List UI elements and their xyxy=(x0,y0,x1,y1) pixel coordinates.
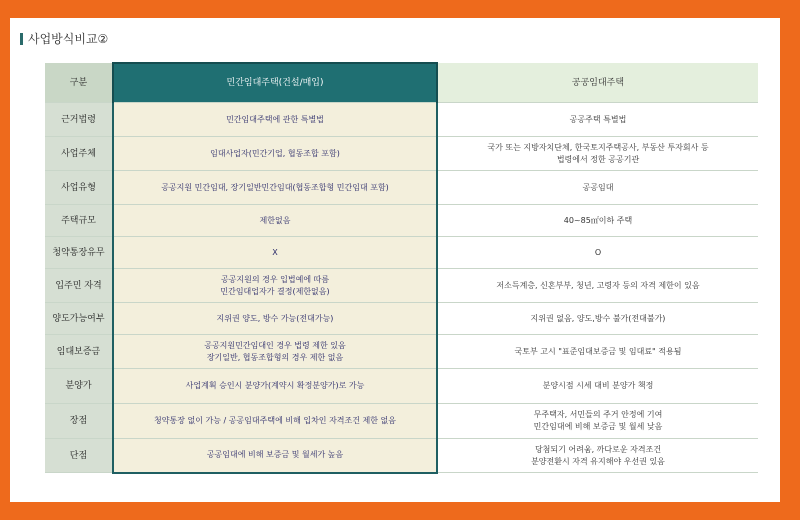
public-rental-cell xyxy=(437,137,758,171)
cell-line: 공공임대에 비해 보증금 및 월세가 높음 xyxy=(206,450,344,460)
table-row xyxy=(45,369,758,404)
header-public-rental: 공공임대주택 xyxy=(437,63,758,103)
public-rental-cell xyxy=(437,404,758,439)
private-rental-cell xyxy=(113,205,437,237)
table-body xyxy=(45,103,758,473)
cell-line: 민간임대업자가 결정(제한없음) xyxy=(220,286,330,296)
cell-line: 공공지원민간임대인 경우 법령 제한 있음 xyxy=(204,340,346,350)
private-rental-cell xyxy=(113,137,437,171)
row-label: 임대보증금 xyxy=(45,335,113,369)
cell-line: 분양전환시 자격 유지해야 우선권 있음 xyxy=(531,456,665,466)
private-rental-cell xyxy=(113,404,437,439)
table-row xyxy=(45,137,758,171)
row-label: 사업유형 xyxy=(45,171,113,205)
private-rental-cell xyxy=(113,303,437,335)
table-row xyxy=(45,171,758,205)
cell-line: 지위권 양도, 방수 가능(전대가능) xyxy=(216,313,334,323)
private-rental-cell xyxy=(113,439,437,473)
content-card xyxy=(10,18,780,502)
cell-line: 사업계획 승인시 분양가(계약시 확정분양가)로 가능 xyxy=(185,381,365,390)
table-row xyxy=(45,303,758,335)
cell-line: 당첨되기 어려움, 까다로운 자격조건 xyxy=(534,444,662,454)
public-rental-cell xyxy=(437,205,758,237)
cell-line: 공공지원 민간임대, 장기일반민간임대(협동조합형 민간임대 포함) xyxy=(161,182,389,192)
section-title-text: 사업방식비교② xyxy=(28,32,109,46)
row-label: 단점 xyxy=(45,439,113,473)
private-rental-cell xyxy=(113,369,437,404)
cell-line: 지위권 없음, 양도,방수 불가(전대불가) xyxy=(530,313,666,323)
cell-line: 민간임대에 비해 보증금 및 월세 낮음 xyxy=(533,422,663,431)
cell-line: 분양시점 시세 대비 분양가 책정 xyxy=(542,381,654,390)
row-label: 분양가 xyxy=(45,369,113,404)
row-label: 입주민 자격 xyxy=(45,269,113,303)
public-rental-cell xyxy=(437,439,758,473)
row-label: 장점 xyxy=(45,404,113,439)
private-rental-cell xyxy=(113,335,437,369)
cell-line: 임대사업자(민간기업, 협동조합 포함) xyxy=(210,148,340,158)
row-label: 사업주체 xyxy=(45,137,113,171)
public-rental-cell xyxy=(437,171,758,205)
table-row xyxy=(45,103,758,137)
cell-line: 장기일반, 협동조합형의 경우 제한 없음 xyxy=(206,352,344,362)
private-rental-cell xyxy=(113,171,437,205)
table-row xyxy=(45,439,758,473)
private-rental-cell xyxy=(113,103,437,137)
public-rental-cell xyxy=(437,335,758,369)
header-category: 구분 xyxy=(45,63,113,103)
row-label: 청약통장유무 xyxy=(45,237,113,269)
table-row xyxy=(45,269,758,303)
header-private-rental: 민간임대주택(건설/매입) xyxy=(113,63,437,103)
cell-line: 무주택자, 서민들의 주거 안정에 기여 xyxy=(533,410,663,419)
cell-line: 청약통장 없이 가능 / 공공임대주택에 비해 입차인 자격조건 제한 없음 xyxy=(154,416,396,425)
cell-line: 법령에서 정한 공공기관 xyxy=(556,154,640,164)
table-row xyxy=(45,205,758,237)
table-header-row xyxy=(45,63,758,103)
cell-line: 공공지원의 경우 입법예에 따름 xyxy=(220,274,330,284)
private-rental-cell xyxy=(113,237,437,269)
cell-line: 공공임대 xyxy=(582,182,614,192)
row-label: 근거법령 xyxy=(45,103,113,137)
cell-line: 제한없음 xyxy=(259,215,291,225)
cell-line: X xyxy=(272,247,278,257)
public-rental-cell xyxy=(437,269,758,303)
public-rental-cell xyxy=(437,237,758,269)
cell-line: O xyxy=(594,247,602,257)
cell-line: 국토부 고시 "표준임대보증금 및 임대료" 적용됨 xyxy=(514,346,682,356)
section-title xyxy=(20,30,108,47)
table-row xyxy=(45,404,758,439)
cell-line: 민간임대주택에 관한 특별법 xyxy=(226,114,324,124)
table-row xyxy=(45,237,758,269)
cell-line: 저소득계층, 신혼부부, 청년, 고령자 등의 자격 제한이 있음 xyxy=(496,280,700,290)
table-row xyxy=(45,335,758,369)
public-rental-cell xyxy=(437,303,758,335)
title-marker xyxy=(20,33,23,45)
private-rental-cell xyxy=(113,269,437,303)
public-rental-cell xyxy=(437,103,758,137)
row-label: 주택규모 xyxy=(45,205,113,237)
comparison-table xyxy=(45,62,758,474)
public-rental-cell xyxy=(437,369,758,404)
row-label: 양도가능여부 xyxy=(45,303,113,335)
cell-line: 국가 또는 지방자치단체, 한국토지주택공사, 부동산 투자회사 등 xyxy=(487,142,709,152)
cell-line: 공공주택 특별법 xyxy=(569,114,627,124)
cell-line: 40~85㎡이하 주택 xyxy=(563,215,633,225)
